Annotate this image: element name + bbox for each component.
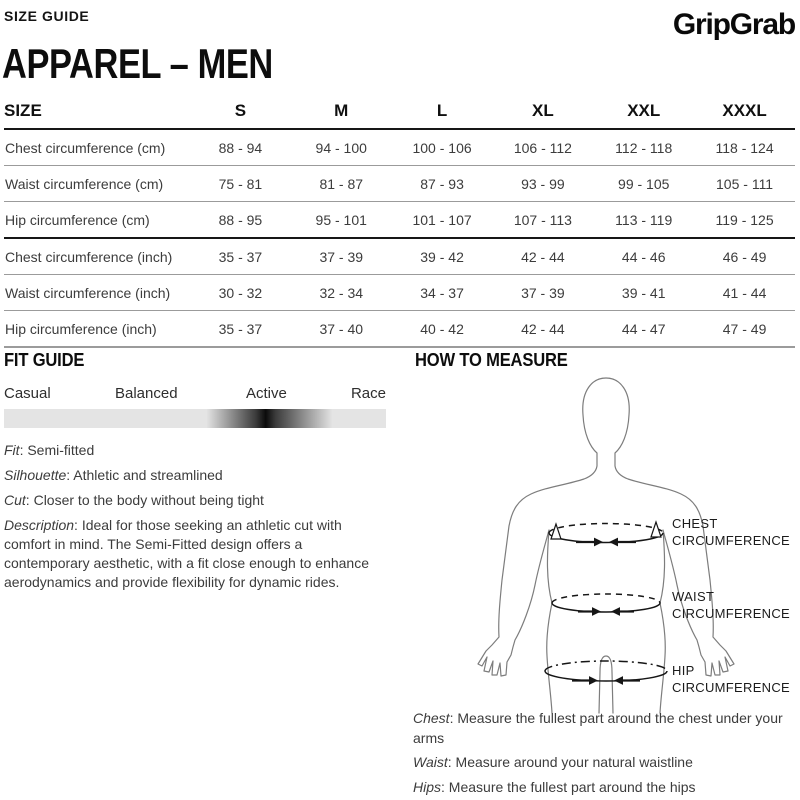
waist-measure-line [552, 594, 660, 616]
size-cell: 81 - 87 [319, 175, 364, 192]
scale-label-balanced: Balanced [115, 385, 178, 402]
detail-term: Silhouette [4, 467, 67, 483]
size-cell: 100 - 106 [412, 139, 472, 156]
how-to-measure-heading: HOW TO MEASURE [415, 350, 568, 370]
tip-hips [413, 778, 788, 798]
size-cell: 119 - 125 [715, 211, 774, 228]
inner-legs-outline [599, 656, 613, 713]
chest-circumference-label [672, 515, 790, 549]
tip-separator: : [447, 754, 456, 770]
fit-detail-silhouette [4, 466, 380, 485]
tip-term: Hips [413, 778, 442, 795]
size-cell: 34 - 37 [420, 284, 464, 301]
size-table [4, 101, 795, 348]
size-cell: 42 - 44 [521, 320, 565, 337]
column-header-s: S [234, 101, 247, 120]
column-header-l: L [436, 101, 448, 120]
size-cell: 87 - 93 [420, 175, 464, 192]
size-cell: 39 - 42 [420, 248, 464, 265]
tip-text: Measure the fullest part around the hips [448, 778, 696, 795]
table-row [4, 129, 795, 166]
fit-scale-gradient-bar [4, 409, 386, 428]
size-table-header [4, 101, 795, 129]
detail-text: Ideal for those seeking an athletic cut with comfort in mind. The Semi-Fitted design offers a contemporary aesthetic, with a fit close enough to enhance aerodynamics and provide flexibility for dynamic rides. [4, 517, 369, 590]
fit-scale-labels [4, 385, 386, 403]
detail-term: Fit [4, 442, 20, 458]
scale-label-active: Active [246, 385, 287, 402]
hip-measure-line [545, 661, 667, 685]
row-label: Hip circumference (inch) [5, 320, 157, 337]
tip-term: Chest [413, 710, 450, 726]
row-label: Waist circumference (cm) [5, 175, 164, 192]
table-row [4, 238, 795, 275]
size-cell: 42 - 44 [521, 248, 565, 265]
table-row [4, 202, 795, 239]
detail-separator: : [74, 517, 82, 533]
tip-text: Measure around your natural waistline [455, 754, 693, 770]
column-header-xl: XL [532, 101, 554, 120]
scale-label-race: Race [350, 385, 386, 402]
size-cell: 46 - 49 [722, 248, 767, 265]
size-cell: 30 - 32 [218, 284, 263, 301]
size-cell: 32 - 34 [319, 284, 364, 301]
size-cell: 88 - 95 [218, 211, 263, 228]
waist-circumference-label [672, 588, 790, 622]
detail-separator: : [66, 467, 74, 483]
label-line: CIRCUMFERENCE [672, 680, 791, 695]
size-cell: 37 - 39 [319, 248, 364, 265]
row-label: Waist circumference (inch) [5, 284, 171, 301]
header-row [4, 101, 795, 129]
tip-chest [413, 709, 788, 748]
tape-end-marker [551, 524, 561, 539]
table-row [4, 166, 795, 202]
size-table-body [4, 129, 795, 347]
tip-term: Waist [413, 754, 448, 770]
size-cell: 113 - 119 [615, 211, 673, 228]
tip-separator: : [441, 778, 449, 795]
size-cell: 35 - 37 [218, 320, 263, 337]
size-cell: 41 - 44 [722, 284, 767, 301]
tip-separator: : [449, 710, 458, 726]
label-line: WAIST [672, 589, 715, 604]
size-cell: 44 - 47 [621, 320, 666, 337]
size-cell: 37 - 39 [521, 284, 565, 301]
fit-detail-fit [4, 441, 380, 460]
page-eyebrow: SIZE GUIDE [4, 8, 90, 24]
label-line: CIRCUMFERENCE [672, 606, 791, 621]
column-header-m: M [334, 101, 349, 120]
row-label: Chest circumference (inch) [5, 248, 173, 265]
fit-details [4, 441, 380, 598]
detail-text: Athletic and streamlined [73, 467, 223, 483]
detail-separator: : [19, 442, 28, 458]
table-row [4, 311, 795, 348]
size-cell: 44 - 46 [621, 248, 666, 265]
measure-tips [413, 709, 788, 800]
fit-detail-cut [4, 491, 380, 510]
hip-circumference-label [672, 662, 790, 696]
column-header-size: SIZE [4, 101, 42, 120]
detail-term: Cut [4, 492, 26, 508]
fit-guide-heading: FIT GUIDE [4, 350, 85, 370]
label-line: CHEST [672, 516, 718, 531]
label-line: HIP [672, 663, 695, 678]
tip-text: Measure the fullest part around the chest under your arms [413, 710, 783, 746]
size-cell: 39 - 41 [621, 284, 666, 301]
size-cell: 95 - 101 [315, 211, 367, 228]
fit-detail-description [4, 516, 380, 592]
size-cell: 99 - 105 [618, 175, 670, 192]
detail-separator: : [25, 492, 34, 508]
gripgrab-logo: GripGrab [672, 8, 795, 41]
size-cell: 118 - 124 [715, 139, 774, 156]
scale-label-casual: Casual [4, 385, 51, 402]
size-cell: 75 - 81 [218, 175, 263, 192]
tip-waist [413, 753, 788, 773]
table-row [4, 275, 795, 311]
size-cell: 105 - 111 [716, 175, 774, 192]
detail-term: Description [4, 517, 75, 533]
page-title: APPAREL – MEN [2, 40, 273, 87]
row-label: Chest circumference (cm) [5, 139, 166, 156]
detail-text: Closer to the body without being tight [33, 492, 264, 508]
size-cell: 106 - 112 [513, 139, 572, 156]
size-cell: 93 - 99 [521, 175, 565, 192]
column-header-xxl: XXL [627, 101, 661, 120]
size-cell: 112 - 118 [615, 139, 673, 156]
label-line: CIRCUMFERENCE [672, 533, 791, 548]
detail-text: Semi-fitted [27, 442, 95, 458]
column-header-xxxl: XXXL [722, 101, 767, 120]
size-cell: 35 - 37 [218, 248, 263, 265]
row-label: Hip circumference (cm) [5, 211, 150, 228]
size-cell: 47 - 49 [722, 320, 767, 337]
size-cell: 94 - 100 [315, 139, 367, 156]
size-cell: 107 - 113 [513, 211, 572, 228]
size-cell: 40 - 42 [420, 320, 464, 337]
chest-measure-line [549, 522, 663, 546]
size-cell: 101 - 107 [412, 211, 472, 228]
size-cell: 37 - 40 [319, 320, 364, 337]
size-cell: 88 - 94 [218, 139, 263, 156]
